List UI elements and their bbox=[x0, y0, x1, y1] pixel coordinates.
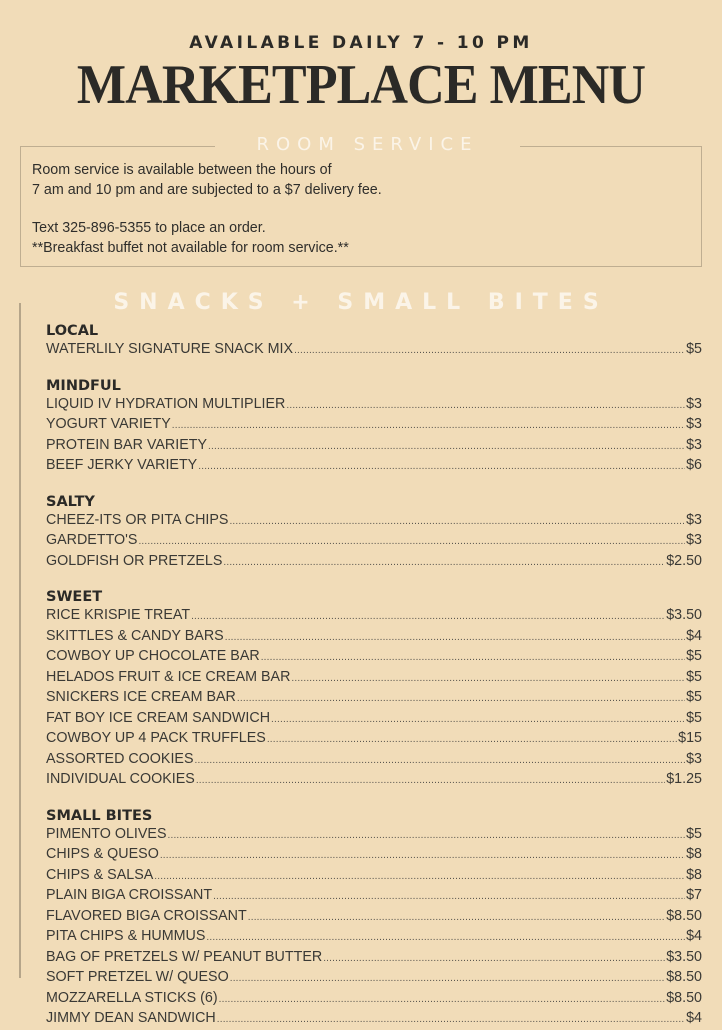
menu-item bbox=[46, 340, 702, 361]
item-price: $4 bbox=[686, 627, 702, 644]
item-price: $8.50 bbox=[666, 989, 702, 1006]
item-name: FAT BOY ICE CREAM SANDWICH bbox=[46, 709, 271, 726]
dot-leader bbox=[230, 970, 666, 989]
item-price: $8 bbox=[686, 846, 702, 862]
dot-leader bbox=[208, 438, 685, 457]
item-price: $8 bbox=[686, 866, 702, 883]
item-price: $5 bbox=[686, 668, 702, 685]
item-name: PITA CHIPS & HUMMUS bbox=[46, 928, 206, 944]
item-name: CHIPS & QUESO bbox=[46, 846, 159, 862]
item-name: LIQUID IV HYDRATION MULTIPLIER bbox=[46, 395, 286, 412]
snacks-menu bbox=[46, 322, 702, 1030]
item-name: SKITTLES & CANDY BARS bbox=[46, 627, 224, 644]
menu-item bbox=[46, 907, 702, 928]
item-price: $3 bbox=[686, 511, 702, 528]
menu-item bbox=[46, 729, 702, 750]
section-divider-line bbox=[19, 303, 21, 978]
menu-item bbox=[46, 989, 702, 1010]
item-price: $3.50 bbox=[666, 948, 702, 965]
menu-item bbox=[46, 531, 702, 552]
item-price: $3 bbox=[686, 416, 702, 432]
dot-leader bbox=[271, 711, 685, 730]
menu-item bbox=[46, 1009, 702, 1030]
dot-leader bbox=[323, 950, 665, 969]
item-name: PLAIN BIGA CROISSANT bbox=[46, 887, 213, 903]
item-price: $2.50 bbox=[666, 552, 702, 569]
room-service-line: **Breakfast buffet not available for room service.** bbox=[32, 239, 349, 256]
item-price: $3 bbox=[686, 750, 702, 767]
menu-item bbox=[46, 866, 702, 887]
item-name: HELADOS FRUIT & ICE CREAM BAR bbox=[46, 668, 291, 685]
item-price: $5 bbox=[686, 825, 702, 842]
menu-item bbox=[46, 770, 702, 791]
item-price: $6 bbox=[686, 457, 702, 473]
item-name: JIMMY DEAN SANDWICH bbox=[46, 1010, 216, 1026]
item-price: $3 bbox=[686, 532, 702, 548]
menu-item bbox=[46, 668, 702, 689]
item-name: FLAVORED BIGA CROISSANT bbox=[46, 907, 247, 924]
menu-item bbox=[46, 927, 702, 948]
menu-item bbox=[46, 552, 702, 573]
item-price: $15 bbox=[678, 730, 702, 746]
category-heading: LOCAL bbox=[46, 323, 99, 339]
menu-item bbox=[46, 627, 702, 648]
dot-leader bbox=[286, 397, 685, 416]
item-price: $4 bbox=[686, 928, 702, 944]
dot-leader bbox=[248, 909, 665, 928]
item-price: $3.50 bbox=[666, 607, 702, 623]
item-name: PIMENTO OLIVES bbox=[46, 825, 167, 842]
item-name: MOZZARELLA STICKS (6) bbox=[46, 989, 218, 1006]
room-service-line: Room service is available between the hours of bbox=[32, 162, 332, 178]
item-price: $8.50 bbox=[666, 969, 702, 985]
item-name: INDIVIDUAL COOKIES bbox=[46, 771, 195, 787]
dot-leader bbox=[168, 827, 686, 846]
item-name: RICE KRISPIE TREAT bbox=[46, 607, 191, 623]
menu-item bbox=[46, 436, 702, 457]
room-service-line: 7 am and 10 pm and are subjected to a $7 delivery fee. bbox=[32, 181, 382, 198]
dot-leader bbox=[191, 608, 665, 627]
menu-item bbox=[46, 395, 702, 416]
menu-item bbox=[46, 647, 702, 668]
item-price: $3 bbox=[686, 395, 702, 412]
menu-item bbox=[46, 415, 702, 436]
item-name: COWBOY UP CHOCOLATE BAR bbox=[46, 648, 260, 664]
dot-leader bbox=[206, 929, 685, 948]
menu-item bbox=[46, 511, 702, 532]
item-name: COWBOY UP 4 PACK TRUFFLES bbox=[46, 730, 266, 746]
dot-leader bbox=[196, 772, 665, 791]
item-name: YOGURT VARIETY bbox=[46, 416, 171, 432]
dot-leader bbox=[223, 554, 665, 573]
menu-item bbox=[46, 845, 702, 866]
dot-leader bbox=[213, 888, 685, 907]
room-service-text bbox=[32, 161, 382, 258]
item-name: PROTEIN BAR VARIETY bbox=[46, 436, 208, 453]
item-name: BAG OF PRETZELS W/ PEANUT BUTTER bbox=[46, 948, 323, 965]
item-price: $4 bbox=[686, 1010, 702, 1026]
menu-title: MARKETPLACE MENU bbox=[76, 54, 646, 116]
menu-item bbox=[46, 948, 702, 969]
dot-leader bbox=[225, 629, 685, 648]
room-service-line: Text 325-896-5355 to place an order. bbox=[32, 220, 266, 236]
dot-leader bbox=[154, 868, 685, 887]
dot-leader bbox=[219, 991, 666, 1010]
item-price: $8.50 bbox=[666, 907, 702, 924]
menu-item bbox=[46, 688, 702, 709]
category-heading: MINDFUL bbox=[46, 377, 121, 394]
menu-item bbox=[46, 456, 702, 477]
dot-leader bbox=[160, 847, 685, 866]
dot-leader bbox=[237, 690, 685, 709]
room-service-title: ROOM SERVICE bbox=[215, 134, 520, 156]
item-price: $5 bbox=[686, 709, 702, 726]
menu-subtitle: AVAILABLE DAILY 7 - 10 PM bbox=[189, 33, 533, 53]
snacks-section-title: SNACKS + SMALL BITES bbox=[113, 290, 609, 315]
item-price: $5 bbox=[686, 341, 702, 357]
item-name: CHIPS & SALSA bbox=[46, 866, 154, 883]
dot-leader bbox=[217, 1011, 685, 1030]
item-name: GARDETTO'S bbox=[46, 532, 138, 548]
dot-leader bbox=[172, 417, 685, 436]
category-heading: SALTY bbox=[46, 493, 95, 510]
item-name: BEEF JERKY VARIETY bbox=[46, 457, 198, 473]
item-name: ASSORTED COOKIES bbox=[46, 750, 194, 767]
category-heading: SMALL BITES bbox=[46, 807, 153, 824]
category-heading: SWEET bbox=[46, 589, 103, 605]
item-price: $5 bbox=[686, 689, 702, 705]
item-price: $7 bbox=[686, 887, 702, 903]
dot-leader bbox=[198, 458, 685, 477]
dot-leader bbox=[138, 533, 685, 552]
dot-leader bbox=[294, 342, 685, 361]
dot-leader bbox=[261, 649, 685, 668]
dot-leader bbox=[267, 731, 677, 750]
item-name: SNICKERS ICE CREAM BAR bbox=[46, 689, 236, 705]
item-price: $5 bbox=[686, 648, 702, 664]
dot-leader bbox=[229, 513, 685, 532]
item-name: CHEEZ-ITS OR PITA CHIPS bbox=[46, 511, 229, 528]
menu-item bbox=[46, 750, 702, 771]
menu-item bbox=[46, 606, 702, 627]
item-name: SOFT PRETZEL W/ QUESO bbox=[46, 969, 229, 985]
menu-item bbox=[46, 825, 702, 846]
item-name: GOLDFISH OR PRETZELS bbox=[46, 552, 223, 569]
menu-item bbox=[46, 886, 702, 907]
item-price: $1.25 bbox=[666, 771, 702, 787]
dot-leader bbox=[291, 670, 685, 689]
dot-leader bbox=[195, 752, 686, 771]
menu-item bbox=[46, 968, 702, 989]
item-price: $3 bbox=[686, 436, 702, 453]
menu-item bbox=[46, 709, 702, 730]
item-name: WATERLILY SIGNATURE SNACK MIX bbox=[46, 341, 294, 357]
